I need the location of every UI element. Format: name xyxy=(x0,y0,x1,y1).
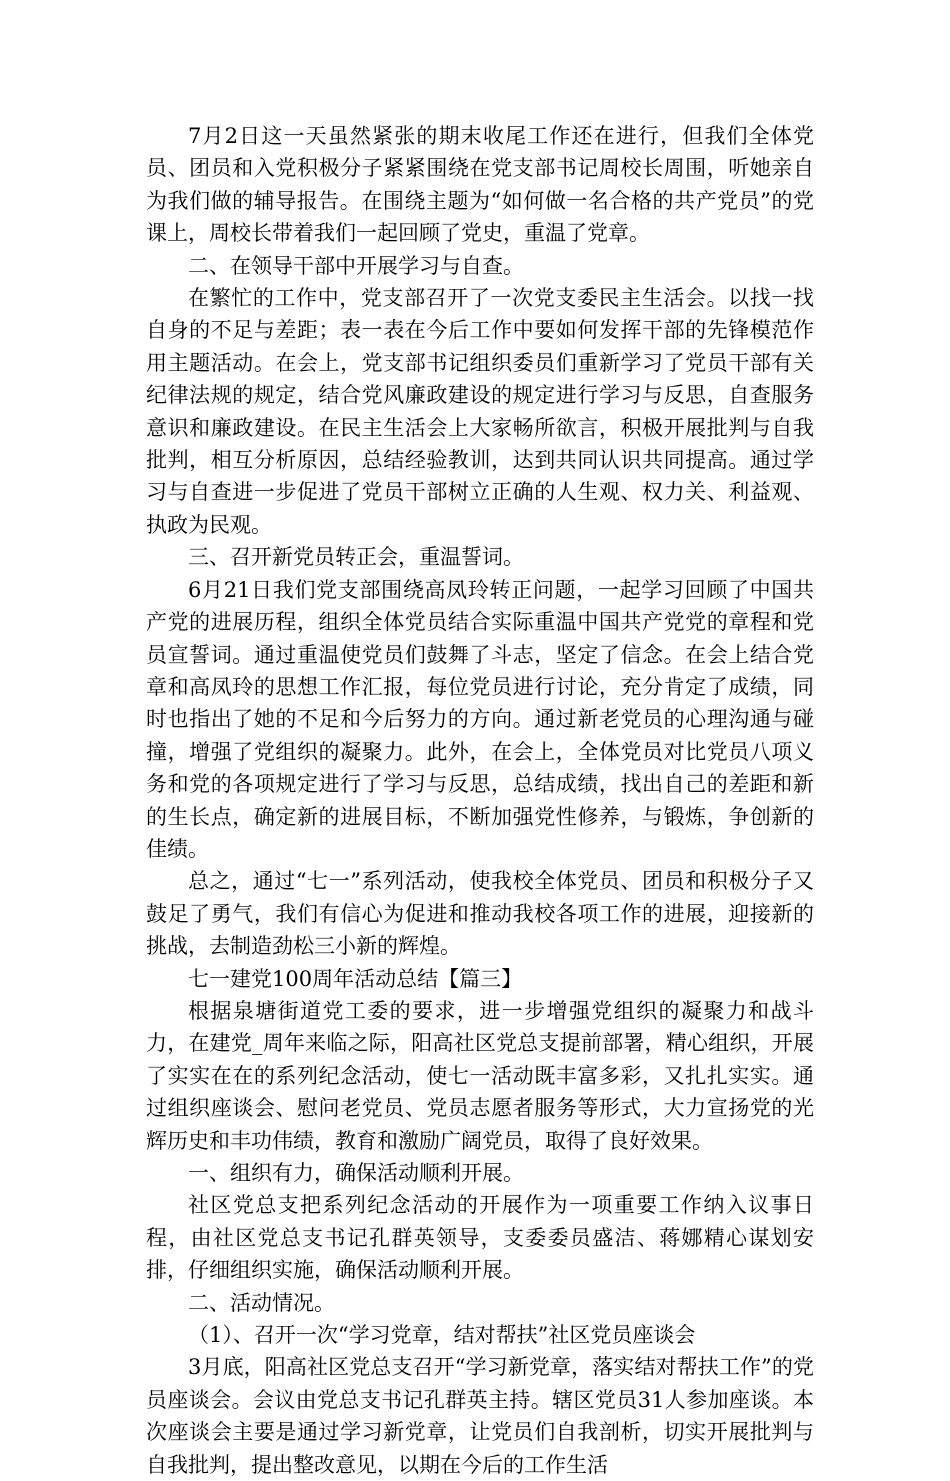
paragraph-study-party-history: 7月2日这一天虽然紧张的期末收尾工作还在进行，但我们全体党员、团员和入党积极分子紧紧围绕在党支部书记周校长周围，听她亲自为我们做的辅导报告。在围绕主题为“如何做一名合格的共产党员”的党课上，周校长带着我们一起回顾了党史，重温了党章。 xyxy=(146,124,814,246)
paragraph-oath-review: 6月21日我们党支部围绕高凤玲转正问题，一起学习回顾了中国共产党的进展历程，组织全体党员结合实际重温中国共产党党的章程和党员宣誓词。通过重温使党员们鼓舞了斗志，坚定了信念。在会上结合党章和高凤玲的思想工作汇报，每位党员进行讨论，充分肯定了成绩，同时也指出了她的不足和今后努力的方向。通过新老党员的心理沟通与碰撞，增强了党组织的凝聚力。此外，在会上，全体党员对比党员八项义务和党的各项规定进行了学习与反思，总结成绩，找出自己的差距和新的生长点，确定新的进展目标，不断加强党性修养，与锻炼，争创新的佳绩。 xyxy=(146,577,814,861)
subsection-heading-forum: （1）、召开一次“学习党章，结对帮扶”社区党员座谈会 xyxy=(188,1323,696,1348)
section-heading-activities: 二、活动情况。 xyxy=(188,1290,335,1315)
paragraph-forum: 3月底，阳高社区党总支召开“学习新党章，落实结对帮扶工作”的党员座谈会。会议由党总支书记孔群英主持。辖区党员31人参加座谈。本次座谈会主要是通过学习新党章，让党员们自我剖析，切实开展批判与自我批判，提出整改意见，以期在今后的工作生活 xyxy=(146,1355,814,1477)
paragraph-organization: 社区党总支把系列纪念活动的开展作为一项重要工作纳入议事日程，由社区党总支书记孔群英领导，支委委员盛洁、蒋娜精心谋划安排，仔细组织实施，确保活动顺利开展。 xyxy=(146,1193,814,1283)
document-body xyxy=(146,120,814,1481)
section-heading-new-member-meeting: 三、召开新党员转正会，重温誓词。 xyxy=(188,545,524,570)
paragraph-democratic-life-meeting: 在繁忙的工作中，党支部召开了一次党支委民主生活会。以找一找自身的不足与差距；表一表在今后工作中要如何发挥干部的先锋模范作用主题活动。在会上，党支部书记组织委员们重新学习了党员干部有关纪律法规的规定，结合党风廉政建设的规定进行学习与反思，自查服务意识和廉政建设。在民主生活会上大家畅所欲言，积极开展批判与自我批判，相互分析原因，总结经验教训，达到共同认识共同提高。通过学习与自查进一步促进了党员干部树立正确的人生观、权力关、利益观、执政为民观。 xyxy=(146,286,814,537)
article-title-part-three: 七一建党100周年活动总结【篇三】 xyxy=(188,966,523,991)
paragraph-intro-part-three: 根据泉塘街道党工委的要求，进一步增强党组织的凝聚力和战斗力，在建党_周年来临之际，阳高社区党总支提前部署，精心组织，开展了实实在在的系列纪念活动，使七一活动既丰富多彩，又扎扎实实。通过组织座谈会、慰问老党员、党员志愿者服务等形式，大力宣扬党的光辉历史和丰功伟绩，教育和激励广阔党员，取得了良好效果。 xyxy=(146,998,814,1153)
section-heading-organization: 一、组织有力，确保活动顺利开展。 xyxy=(188,1161,524,1185)
paragraph-conclusion: 总之，通过“七一”系列活动，使我校全体党员、团员和积极分子又鼓足了勇气，我们有信心为促进和推动我校各项工作的进展，迎接新的挑战，去制造劲松三小新的辉煌。 xyxy=(146,869,814,959)
section-heading-self-inspection: 二、在领导干部中开展学习与自查。 xyxy=(188,253,524,278)
